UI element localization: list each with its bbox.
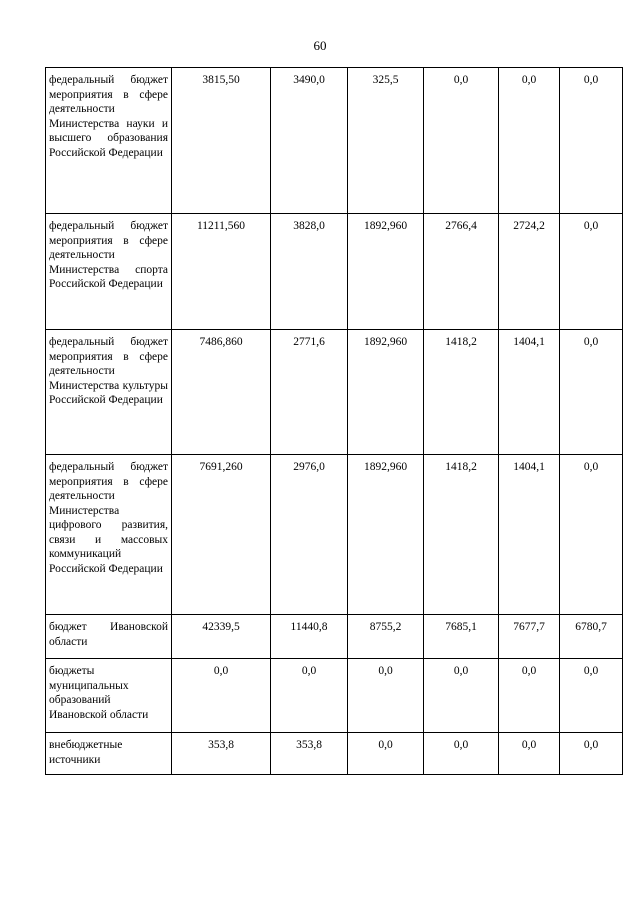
- cell-value: 0,0: [424, 68, 499, 214]
- cell-value: 0,0: [271, 659, 348, 733]
- budget-table: [45, 67, 623, 775]
- cell-value: 0,0: [499, 733, 560, 775]
- cell-value: 1418,2: [424, 330, 499, 455]
- cell-value: 1404,1: [499, 330, 560, 455]
- table-row: [46, 214, 623, 330]
- row-label: бюджет Ивановской области: [46, 615, 172, 659]
- cell-value: 353,8: [271, 733, 348, 775]
- cell-value: 0,0: [560, 214, 623, 330]
- cell-value: 0,0: [348, 733, 424, 775]
- cell-value: 0,0: [560, 68, 623, 214]
- page-number: 60: [313, 38, 327, 53]
- cell-value: 2976,0: [271, 455, 348, 615]
- cell-value: 1418,2: [424, 455, 499, 615]
- cell-value: 7677,7: [499, 615, 560, 659]
- cell-value: 8755,2: [348, 615, 424, 659]
- cell-value: 0,0: [348, 659, 424, 733]
- cell-value: 0,0: [424, 659, 499, 733]
- cell-value: 0,0: [560, 330, 623, 455]
- cell-value: 2766,4: [424, 214, 499, 330]
- table-row: [46, 455, 623, 615]
- table-row: [46, 68, 623, 214]
- cell-value: 1892,960: [348, 330, 424, 455]
- row-label: внебюджетные источники: [46, 733, 172, 775]
- cell-value: 0,0: [560, 733, 623, 775]
- cell-value: 325,5: [348, 68, 424, 214]
- cell-value: 11211,560: [172, 214, 271, 330]
- cell-value: 0,0: [424, 733, 499, 775]
- cell-value: 3490,0: [271, 68, 348, 214]
- cell-value: 2771,6: [271, 330, 348, 455]
- cell-value: 2724,2: [499, 214, 560, 330]
- cell-value: 11440,8: [271, 615, 348, 659]
- cell-value: 7486,860: [172, 330, 271, 455]
- cell-value: 0,0: [560, 659, 623, 733]
- cell-value: 0,0: [499, 659, 560, 733]
- row-label: федеральный бюджет мероприятия в сфере деятельности Министерства спорта Российской Федерации: [46, 214, 172, 330]
- row-label: федеральный бюджет мероприятия в сфере деятельности Министерства цифрового развития, связи и массовых коммуникаций Российской Федерации: [46, 455, 172, 615]
- cell-value: 1892,960: [348, 214, 424, 330]
- cell-value: 1404,1: [499, 455, 560, 615]
- table-row: [46, 733, 623, 775]
- cell-value: 0,0: [560, 455, 623, 615]
- cell-value: 3815,50: [172, 68, 271, 214]
- cell-value: 7691,260: [172, 455, 271, 615]
- table-row: [46, 659, 623, 733]
- cell-value: 1892,960: [348, 455, 424, 615]
- cell-value: 42339,5: [172, 615, 271, 659]
- cell-value: 3828,0: [271, 214, 348, 330]
- cell-value: 0,0: [172, 659, 271, 733]
- row-label: федеральный бюджет мероприятия в сфере деятельности Министерства науки и высшего образования Российской Федерации: [46, 68, 172, 214]
- cell-value: 353,8: [172, 733, 271, 775]
- table-row: [46, 330, 623, 455]
- cell-value: 7685,1: [424, 615, 499, 659]
- row-label: федеральный бюджет мероприятия в сфере деятельности Министерства культуры Российской Федерации: [46, 330, 172, 455]
- table-row: [46, 615, 623, 659]
- row-label: бюджеты муниципальных образований Ивановской области: [46, 659, 172, 733]
- cell-value: 0,0: [499, 68, 560, 214]
- cell-value: 6780,7: [560, 615, 623, 659]
